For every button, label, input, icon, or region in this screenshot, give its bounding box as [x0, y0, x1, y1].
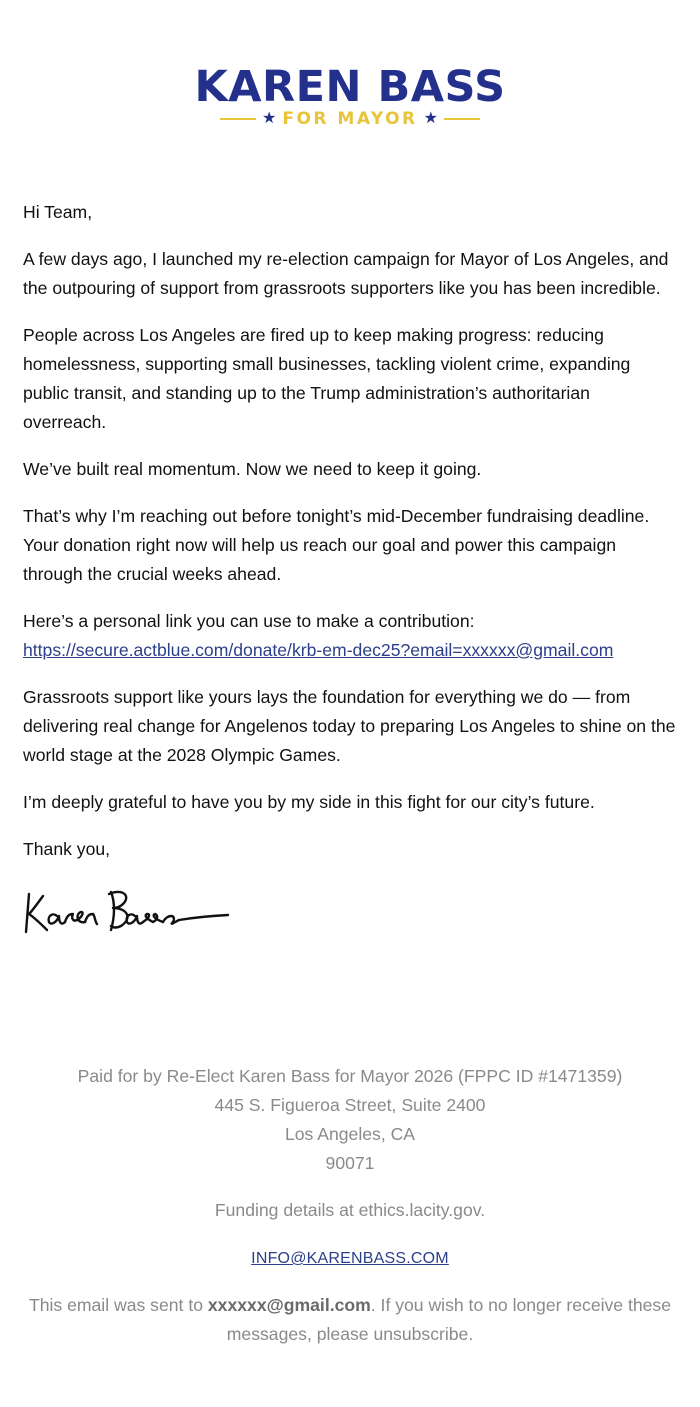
- email-footer: [0, 1062, 700, 1367]
- closing: Thank you,: [23, 839, 111, 859]
- star-icon: ★: [423, 110, 438, 127]
- campaign-logo: [0, 0, 700, 150]
- address-street: 445 S. Figueroa Street, Suite 2400: [214, 1095, 486, 1115]
- paid-for-text: Paid for by Re-Elect Karen Bass for Mayor 2026 (FPPC ID #1471359): [77, 1066, 623, 1086]
- contact-email-link[interactable]: INFO@KARENBASS.COM: [251, 1250, 449, 1267]
- signature-image: [23, 882, 233, 938]
- email-body: [23, 198, 677, 942]
- paragraph-launch: A few days ago, I launched my re-election campaign for Mayor of Los Angeles, and the outpouring of support from grassroots supporters like you has been incredible.: [23, 249, 669, 298]
- paragraph-progress: People across Los Angeles are fired up to keep making progress: reducing homelessness, supporting small businesses, tackling violent crime, expanding public transit, and standing up to the Trump administration’s authoritarian overreach.: [23, 325, 631, 432]
- logo-tagline-row: [0, 108, 700, 130]
- logo-left-rule: [220, 118, 256, 120]
- funding-text: Funding details at ethics.lacity.gov.: [214, 1200, 486, 1220]
- paid-for-block: [0, 1062, 700, 1178]
- paragraph-momentum: We’ve built real momentum. Now we need to keep it going.: [23, 459, 482, 479]
- link-intro: Here’s a personal link you can use to make a contribution:: [23, 611, 475, 631]
- logo-name: KAREN BASS: [194, 62, 506, 112]
- funding-block: [0, 1196, 700, 1225]
- paragraph-deadline: That’s why I’m reaching out before tonight’s mid-December fundraising deadline. Your donation right now will help us reach our goal and power this campaign through the crucial weeks ahead.: [23, 506, 650, 584]
- paragraph-grateful: I’m deeply grateful to have you by my side in this fight for our city’s future.: [23, 792, 595, 812]
- unsubscribe-block: [0, 1291, 700, 1349]
- address-zip: 90071: [325, 1153, 375, 1173]
- logo-tagline: FOR MAYOR: [282, 109, 418, 129]
- signature: [23, 882, 677, 942]
- recipient-email: xxxxxx@gmail.com: [207, 1295, 371, 1315]
- address-city: Los Angeles, CA: [284, 1124, 416, 1144]
- donate-link[interactable]: https://secure.actblue.com/donate/krb-em-dec25?email=xxxxxx@gmail.com: [23, 640, 614, 660]
- paragraph-link: [23, 607, 677, 665]
- logo-right-rule: [444, 118, 480, 120]
- paragraph-grassroots: Grassroots support like yours lays the foundation for everything we do — from delivering real change for Angelenos today to preparing Los Angeles to shine on the world stage at the 2028 Olympic Games.: [23, 687, 676, 765]
- star-icon: ★: [262, 110, 277, 127]
- contact-block: [0, 1243, 700, 1273]
- sent-suffix: . If you wish to no longer receive these messages, please unsubscribe.: [226, 1295, 672, 1344]
- sent-prefix: This email was sent to: [28, 1295, 208, 1315]
- greeting: Hi Team,: [23, 202, 93, 222]
- sent-notice: [0, 1291, 700, 1349]
